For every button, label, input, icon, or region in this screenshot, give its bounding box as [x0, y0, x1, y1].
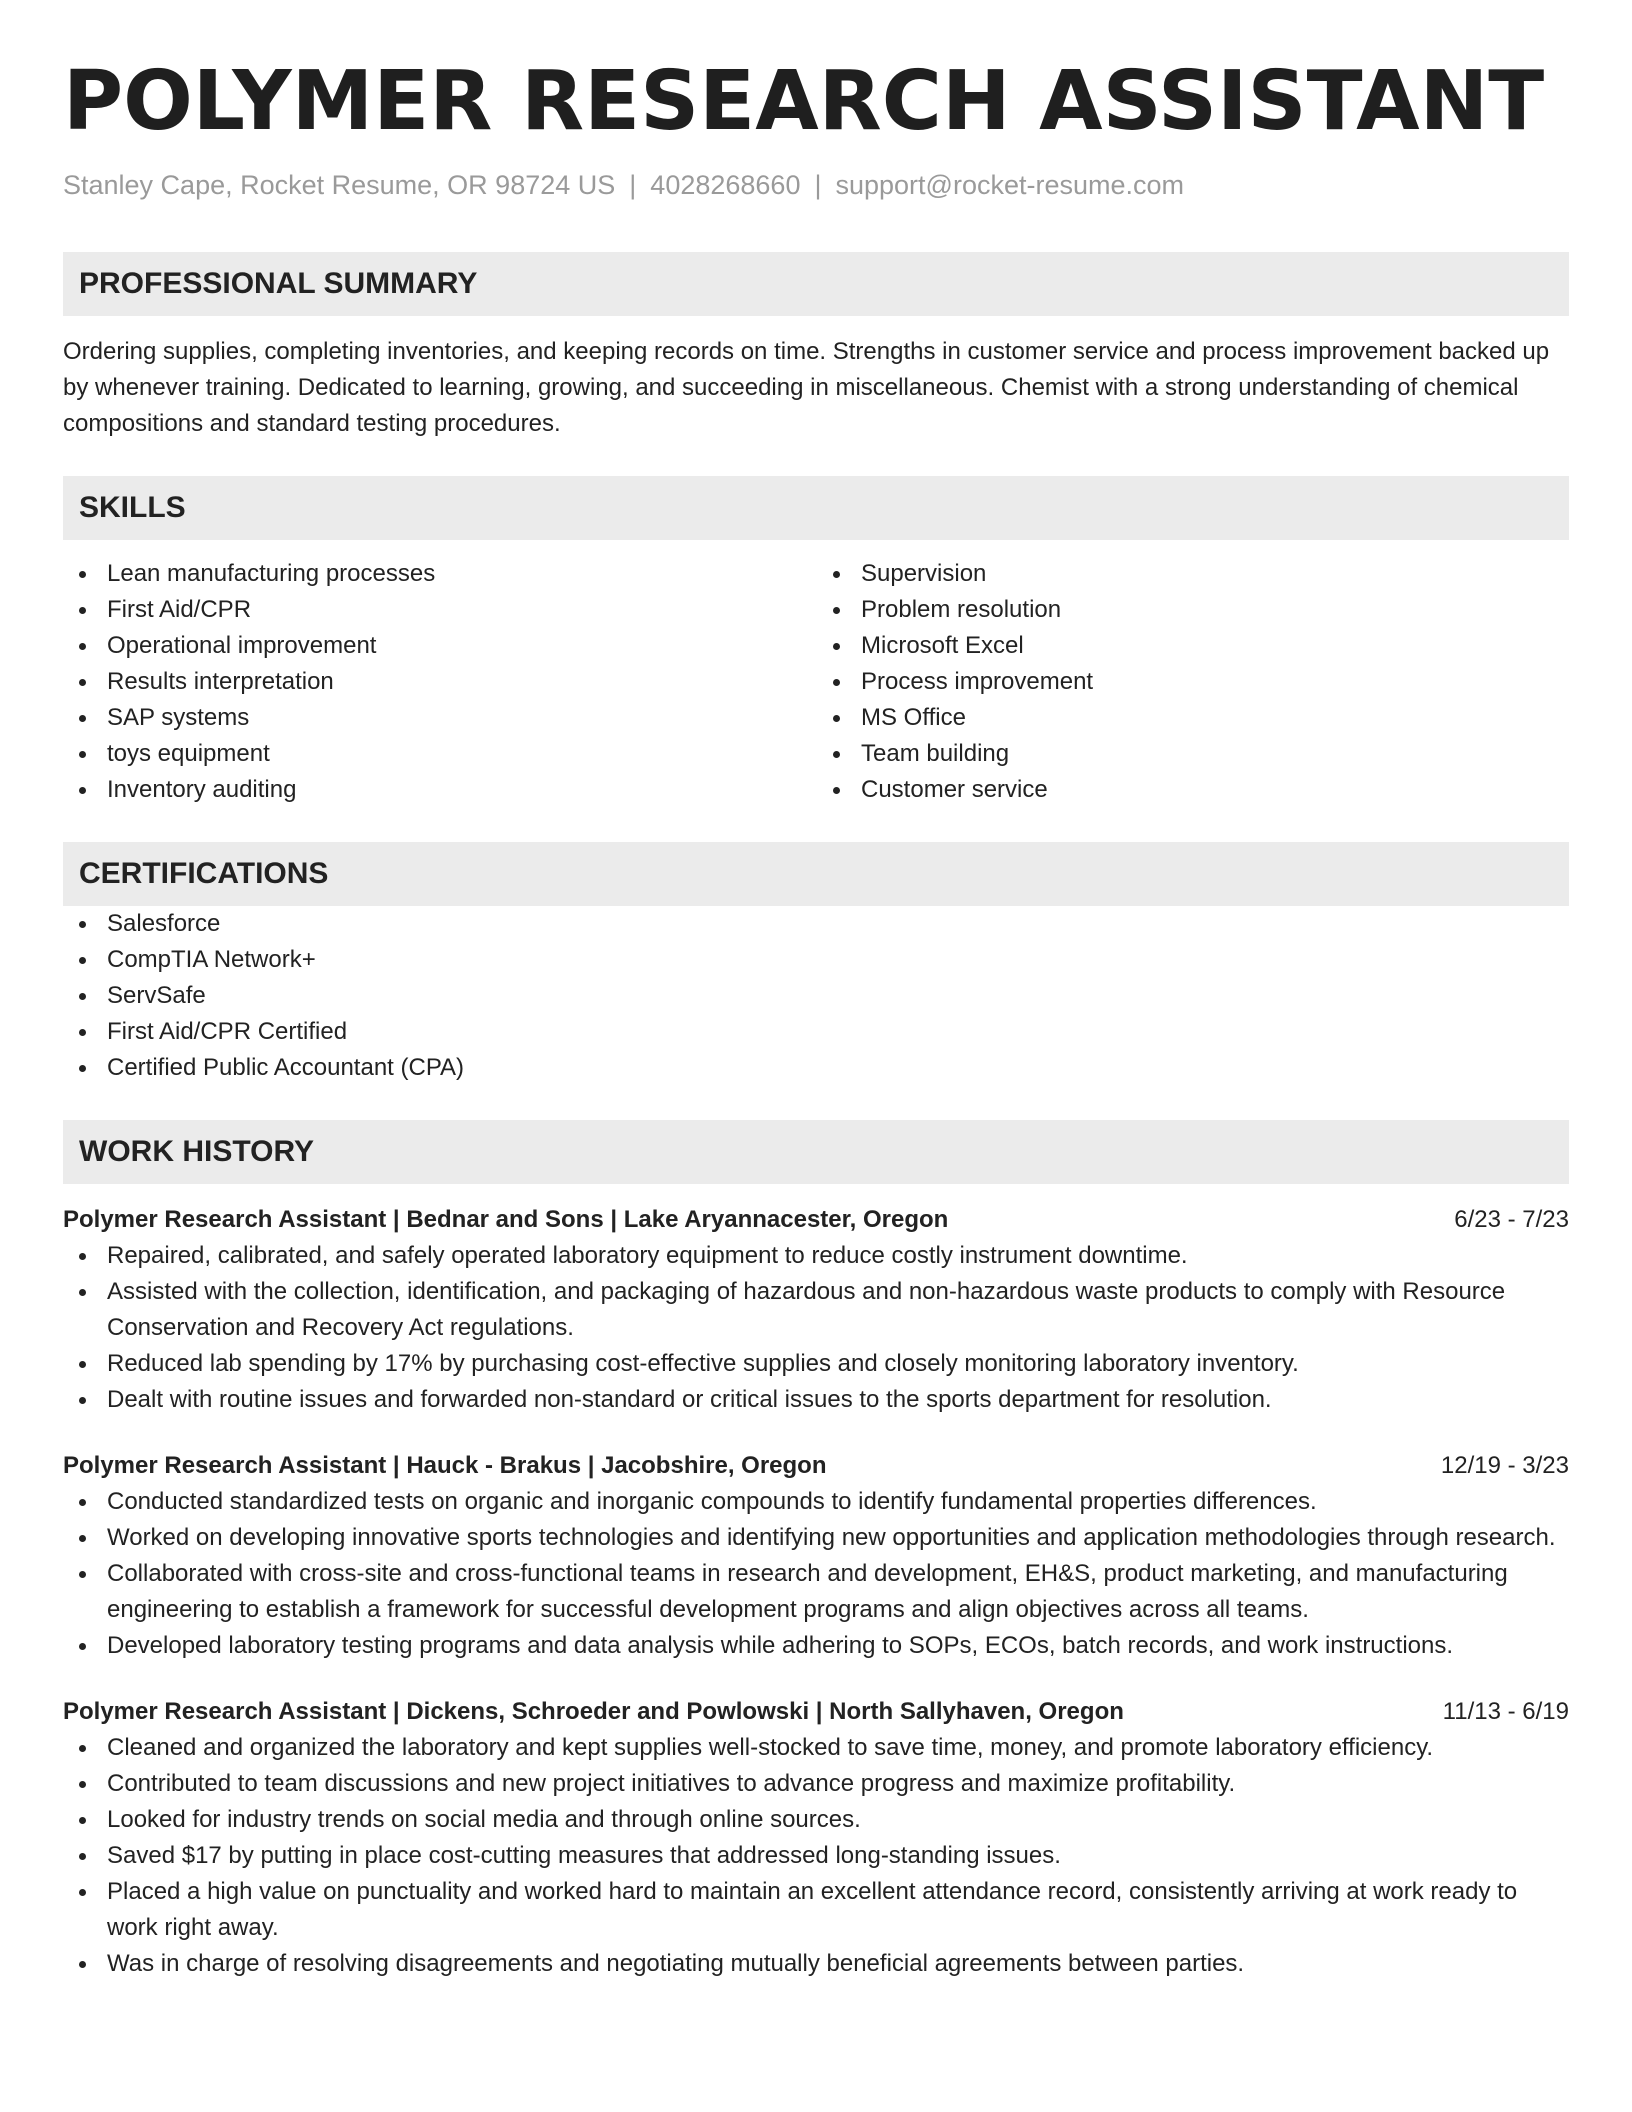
skill-item: MS Office: [817, 700, 1569, 736]
contact-line: [63, 168, 1569, 202]
job-bullet: Placed a high value on punctuality and worked hard to maintain an excellent attendance record, consistently arriving at work ready to work right away.: [63, 1874, 1569, 1946]
skill-item: Microsoft Excel: [817, 628, 1569, 664]
summary-text: Ordering supplies, completing inventories, and keeping records on time. Strengths in customer service and process improvement backed up by whenever training. Dedicated to learning, growing, and succeeding in miscellaneous. Chemist with a strong understanding of chemical compositions and standard testing procedures.: [63, 338, 1550, 437]
skill-item: Lean manufacturing processes: [63, 556, 815, 592]
skill-item: Supervision: [817, 556, 1569, 592]
job-bullet: Worked on developing innovative sports technologies and identifying new opportunities and application methodologies through research.: [63, 1520, 1569, 1556]
job-bullets: [63, 1730, 1569, 1982]
job-dates: 12/19 - 3/23: [1440, 1452, 1569, 1479]
skill-item: First Aid/CPR: [63, 592, 815, 628]
job-bullet: Conducted standardized tests on organic and inorganic compounds to identify fundamental properties differences.: [63, 1484, 1569, 1520]
job-dates: 6/23 - 7/23: [1454, 1206, 1569, 1233]
contact-address: Stanley Cape, Rocket Resume, OR 98724 US: [63, 170, 616, 200]
job-bullets: [63, 1238, 1569, 1418]
job-entry: [63, 1448, 1569, 1664]
skills-right-list: [815, 556, 1569, 808]
work-history-section-header: WORK HISTORY: [63, 1120, 1569, 1184]
job-bullet: Reduced lab spending by 17% by purchasing cost-effective supplies and closely monitoring laboratory inventory.: [63, 1346, 1569, 1382]
skills-section-header: SKILLS: [63, 476, 1569, 540]
certifications-section-header: CERTIFICATIONS: [63, 842, 1569, 906]
skill-item: Inventory auditing: [63, 772, 815, 808]
skill-item: Operational improvement: [63, 628, 815, 664]
certification-item: Salesforce: [63, 906, 1569, 942]
skill-item: Team building: [817, 736, 1569, 772]
job-header: [63, 1202, 1569, 1238]
certifications-list: [63, 906, 1569, 1086]
job-heading: Polymer Research Assistant | Bednar and Sons | Lake Aryannacester, Oregon: [63, 1206, 949, 1233]
skill-item: Process improvement: [817, 664, 1569, 700]
skills-grid: [63, 556, 1569, 808]
contact-separator: |: [814, 170, 822, 200]
candidate-title: POLYMER RESEARCH ASSISTANT: [63, 54, 1545, 149]
job-bullet: Assisted with the collection, identification, and packaging of hazardous and non-hazardous waste products to comply with Resource Conservation and Recovery Act regulations.: [63, 1274, 1569, 1346]
skills-left-list: [63, 556, 815, 808]
job-bullet: Was in charge of resolving disagreements and negotiating mutually beneficial agreements between parties.: [63, 1946, 1569, 1982]
job-bullet: Looked for industry trends on social media and through online sources.: [63, 1802, 1569, 1838]
certification-item: ServSafe: [63, 978, 1569, 1014]
job-bullet: Cleaned and organized the laboratory and kept supplies well-stocked to save time, money, and promote laboratory efficiency.: [63, 1730, 1569, 1766]
contact-email: support@rocket-resume.com: [835, 170, 1185, 200]
job-dates: 11/13 - 6/19: [1442, 1698, 1569, 1725]
job-header: [63, 1448, 1569, 1484]
job-bullet: Contributed to team discussions and new project initiatives to advance progress and maximize profitability.: [63, 1766, 1569, 1802]
job-bullet: Dealt with routine issues and forwarded non-standard or critical issues to the sports department for resolution.: [63, 1382, 1569, 1418]
job-heading: Polymer Research Assistant | Dickens, Schroeder and Powlowski | North Sallyhaven, Oregon: [63, 1698, 1124, 1725]
certification-item: Certified Public Accountant (CPA): [63, 1050, 1569, 1086]
skill-item: Results interpretation: [63, 664, 815, 700]
summary-section-header: PROFESSIONAL SUMMARY: [63, 252, 1569, 316]
job-bullets: [63, 1484, 1569, 1664]
contact-separator: |: [629, 170, 637, 200]
job-bullet: Repaired, calibrated, and safely operated laboratory equipment to reduce costly instrument downtime.: [63, 1238, 1569, 1274]
job-bullet: Developed laboratory testing programs and data analysis while adhering to SOPs, ECOs, batch records, and work instructions.: [63, 1628, 1569, 1664]
skill-item: toys equipment: [63, 736, 815, 772]
job-header: [63, 1694, 1569, 1730]
job-bullet: Saved $17 by putting in place cost-cutting measures that addressed long-standing issues.: [63, 1838, 1569, 1874]
job-bullet: Collaborated with cross-site and cross-functional teams in research and development, EH&S, product marketing, and manufacturing engineering to establish a framework for successful development programs and align objectives across all teams.: [63, 1556, 1569, 1628]
job-entry: [63, 1694, 1569, 1982]
contact-phone: 4028268660: [650, 170, 801, 200]
skill-item: SAP systems: [63, 700, 815, 736]
job-entry: [63, 1202, 1569, 1418]
certification-item: First Aid/CPR Certified: [63, 1014, 1569, 1050]
skill-item: Customer service: [817, 772, 1569, 808]
certification-item: CompTIA Network+: [63, 942, 1569, 978]
job-heading: Polymer Research Assistant | Hauck - Brakus | Jacobshire, Oregon: [63, 1452, 827, 1479]
skill-item: Problem resolution: [817, 592, 1569, 628]
